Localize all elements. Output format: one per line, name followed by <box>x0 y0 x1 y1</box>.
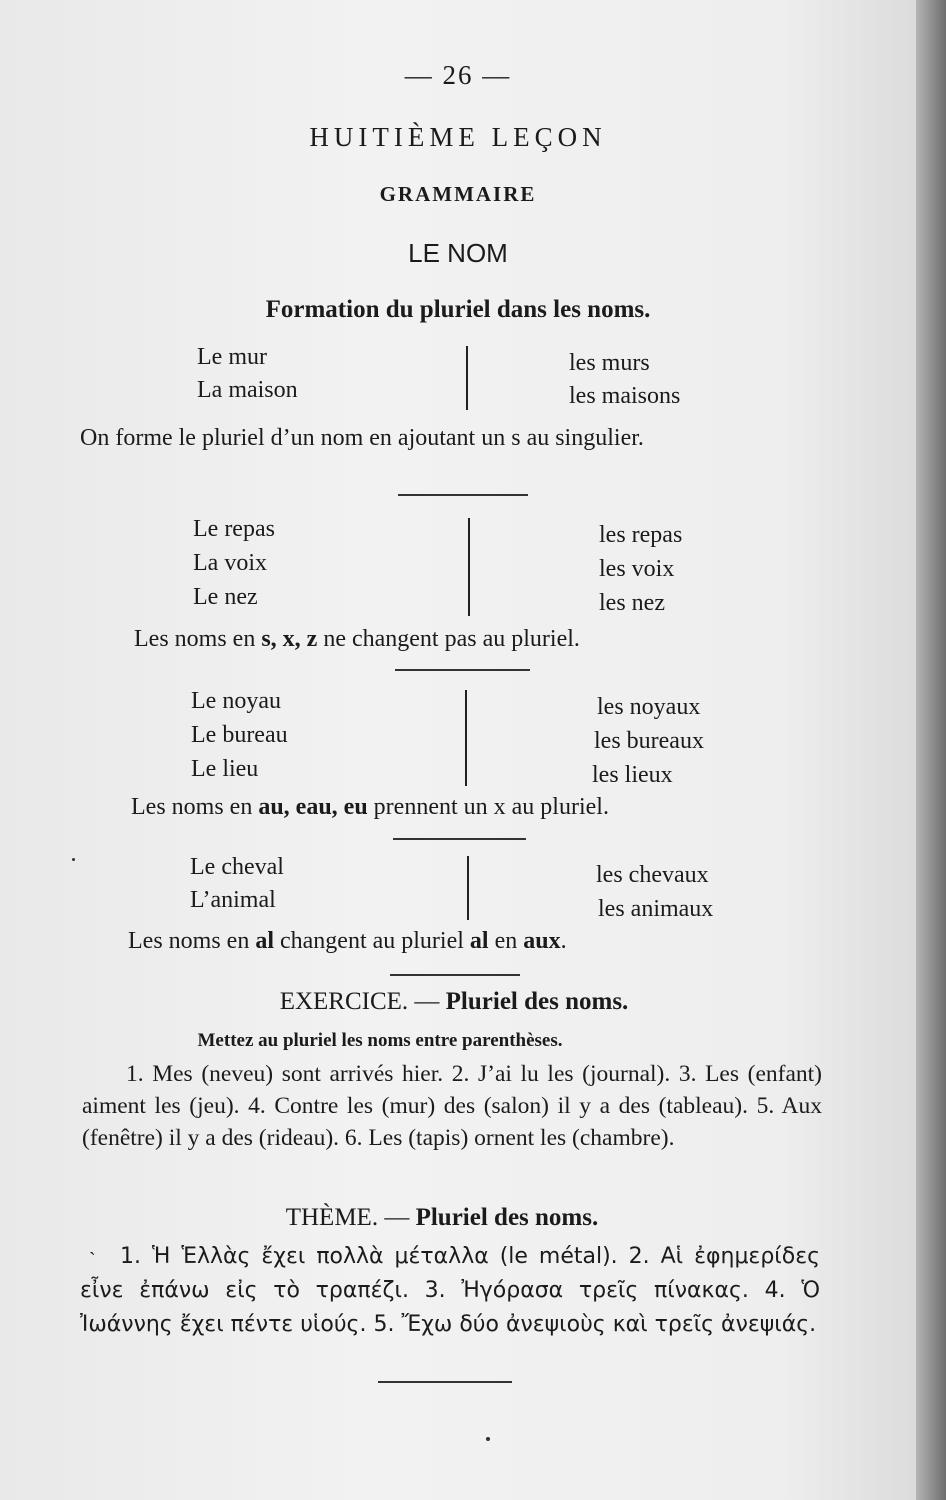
rule-part: changent au pluriel <box>273 928 470 954</box>
column-divider <box>467 856 469 920</box>
plural-word: les noyaux <box>597 694 701 720</box>
exercise-heading <box>0 988 912 1016</box>
plural-word: les lieux <box>592 762 673 788</box>
exercise-label: EXERCICE. — <box>279 988 440 1015</box>
section-grammaire: GRAMMAIRE <box>379 182 537 206</box>
singular-word: Le lieu <box>191 756 259 782</box>
exercise-subject: Pluriel des noms. <box>445 988 629 1015</box>
singular-word: L’animal <box>190 887 276 913</box>
margin-tick-mark: ˴ <box>89 1240 96 1262</box>
exercise-text: 1. Mes (neveu) sont arrivés hier. 2. J’ai lu les (journal). 3. Les (enfant) aiment les (jeu). 4. Contre les (mur) des (salon) il y a des (tableau). 5. Aux (fenêtre) il y a des (rideau). 6. Les (tapis) ornent les (chambre). <box>82 1061 822 1151</box>
subtopic-title: Formation du pluriel dans les noms. <box>265 296 651 323</box>
plural-word: les bureaux <box>594 728 704 754</box>
page-edge-shadow <box>916 0 946 1500</box>
ink-dot <box>486 1437 490 1441</box>
rule-part: en <box>488 928 524 954</box>
rule-bold: al <box>255 928 274 954</box>
rule-bold: aux <box>523 928 561 954</box>
separator-line <box>393 838 526 840</box>
plural-word: les maisons <box>569 383 681 409</box>
theme-heading <box>0 1204 900 1232</box>
rule-part: ne changent pas au pluriel. <box>317 626 580 652</box>
exercise-instruction: Mettez au pluriel les noms entre parenthèses. <box>197 1030 563 1051</box>
separator-line <box>395 669 530 671</box>
singular-word: Le repas <box>193 516 275 542</box>
rule-text: On forme le pluriel d’un nom en ajoutant un s au singulier. <box>80 425 644 451</box>
separator-line <box>378 1381 512 1383</box>
column-divider <box>468 518 470 616</box>
column-divider <box>465 690 467 786</box>
rule-part: . <box>560 928 567 954</box>
singular-word: La voix <box>193 550 267 576</box>
plural-word: les animaux <box>598 896 714 922</box>
column-divider <box>466 346 468 410</box>
plural-word: les chevaux <box>596 862 709 888</box>
rule-part: Les noms en <box>134 626 262 652</box>
rule-part: Les noms en <box>131 794 259 820</box>
rule-part: Les noms en <box>128 928 256 954</box>
plural-word: les repas <box>599 522 683 548</box>
page-number: — 26 — <box>404 60 512 90</box>
singular-word: Le noyau <box>191 688 281 714</box>
rule-text <box>128 928 567 955</box>
lesson-title: HUITIÈME LEÇON <box>309 122 607 152</box>
separator-line <box>390 974 520 976</box>
singular-word: Le nez <box>193 584 258 610</box>
rule-text <box>131 794 609 821</box>
singular-word: Le cheval <box>190 854 284 880</box>
rule-part: prennent un x au pluriel. <box>367 794 609 820</box>
rule-bold: s, x, z <box>261 626 318 652</box>
rule-text <box>134 626 580 653</box>
separator-line <box>398 494 528 496</box>
plural-word: les murs <box>569 350 650 376</box>
singular-word: La maison <box>197 377 298 403</box>
singular-word: Le mur <box>197 344 267 370</box>
topic-title: LE NOM <box>408 238 508 268</box>
singular-word: Le bureau <box>191 722 288 748</box>
theme-label: THÈME. — <box>285 1204 410 1231</box>
plural-word: les voix <box>599 556 675 582</box>
ink-dot <box>72 858 75 861</box>
rule-bold: au, eau, eu <box>258 794 368 820</box>
theme-text: 1. Ἡ Ἑλλὰς ἔχει πολλὰ μέταλλα (le métal). 2. Αἱ ἐφημερίδες εἶνε ἐπάνω εἰς τὸ τραπέζι. 3. Ἠγόρασα τρεῖς πίνακας. 4. Ὁ Ἰωάννης ἔχει πέντε υἱούς. 5. Ἔχω δύο ἀνεψιοὺς καὶ τρεῖς ἀνεψιάς. <box>80 1244 820 1337</box>
plural-word: les nez <box>599 590 665 616</box>
theme-subject: Pluriel des noms. <box>415 1204 599 1231</box>
rule-bold: al <box>469 928 489 954</box>
